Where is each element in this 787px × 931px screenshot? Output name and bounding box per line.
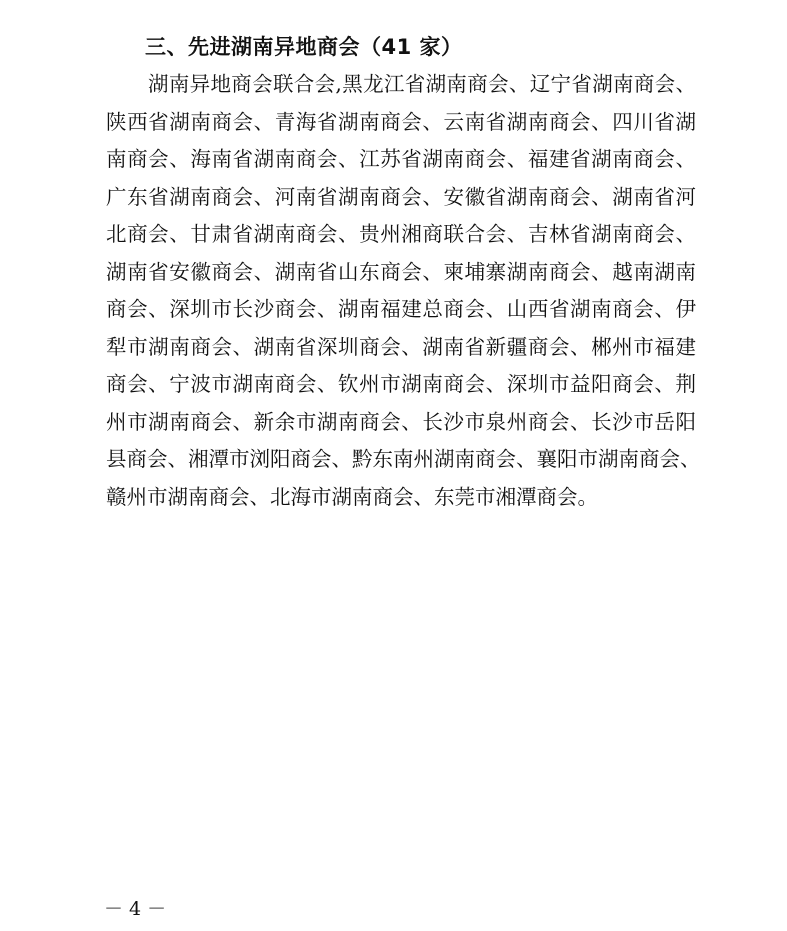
paragraph-line: 湖南异地商会联合会,黑龙江省湖南商会、辽宁省湖南商会、	[148, 72, 696, 96]
paragraph-line: 赣州市湖南商会、北海市湖南商会、东莞市湘潭商会。	[106, 484, 598, 509]
paragraph-line: 犁市湖南商会、湖南省深圳商会、湖南省新疆商会、郴州市福建	[106, 334, 696, 359]
paragraph-line: 广东省湖南商会、河南省湖南商会、安徽省湖南商会、湖南省河	[106, 184, 696, 209]
paragraph-line: 商会、宁波市湖南商会、钦州市湖南商会、深圳市益阳商会、荆	[106, 372, 696, 396]
paragraph-line: 北商会、甘肃省湖南商会、贵州湘商联合会、吉林省湖南商会、	[106, 222, 696, 246]
paragraph-line: 南商会、海南省湖南商会、江苏省湖南商会、福建省湖南商会、	[106, 147, 696, 171]
section-heading: 三、先进湖南异地商会（41 家）	[145, 35, 463, 59]
paragraph-line: 州市湖南商会、新余市湖南商会、长沙市泉州商会、长沙市岳阳	[106, 409, 696, 434]
paragraph-line: 陕西省湖南商会、青海省湖南商会、云南省湖南商会、四川省湖	[106, 109, 696, 134]
paragraph-line: 商会、深圳市长沙商会、湖南福建总商会、山西省湖南商会、伊	[106, 297, 696, 321]
page-number: － 4 －	[104, 898, 167, 920]
paragraph-line: 县商会、湘潭市浏阳商会、黔东南州湖南商会、襄阳市湖南商会、	[106, 447, 701, 471]
chamber-list-paragraph	[106, 66, 701, 516]
paragraph-line: 湖南省安徽商会、湖南省山东商会、柬埔寨湖南商会、越南湖南	[106, 259, 696, 284]
